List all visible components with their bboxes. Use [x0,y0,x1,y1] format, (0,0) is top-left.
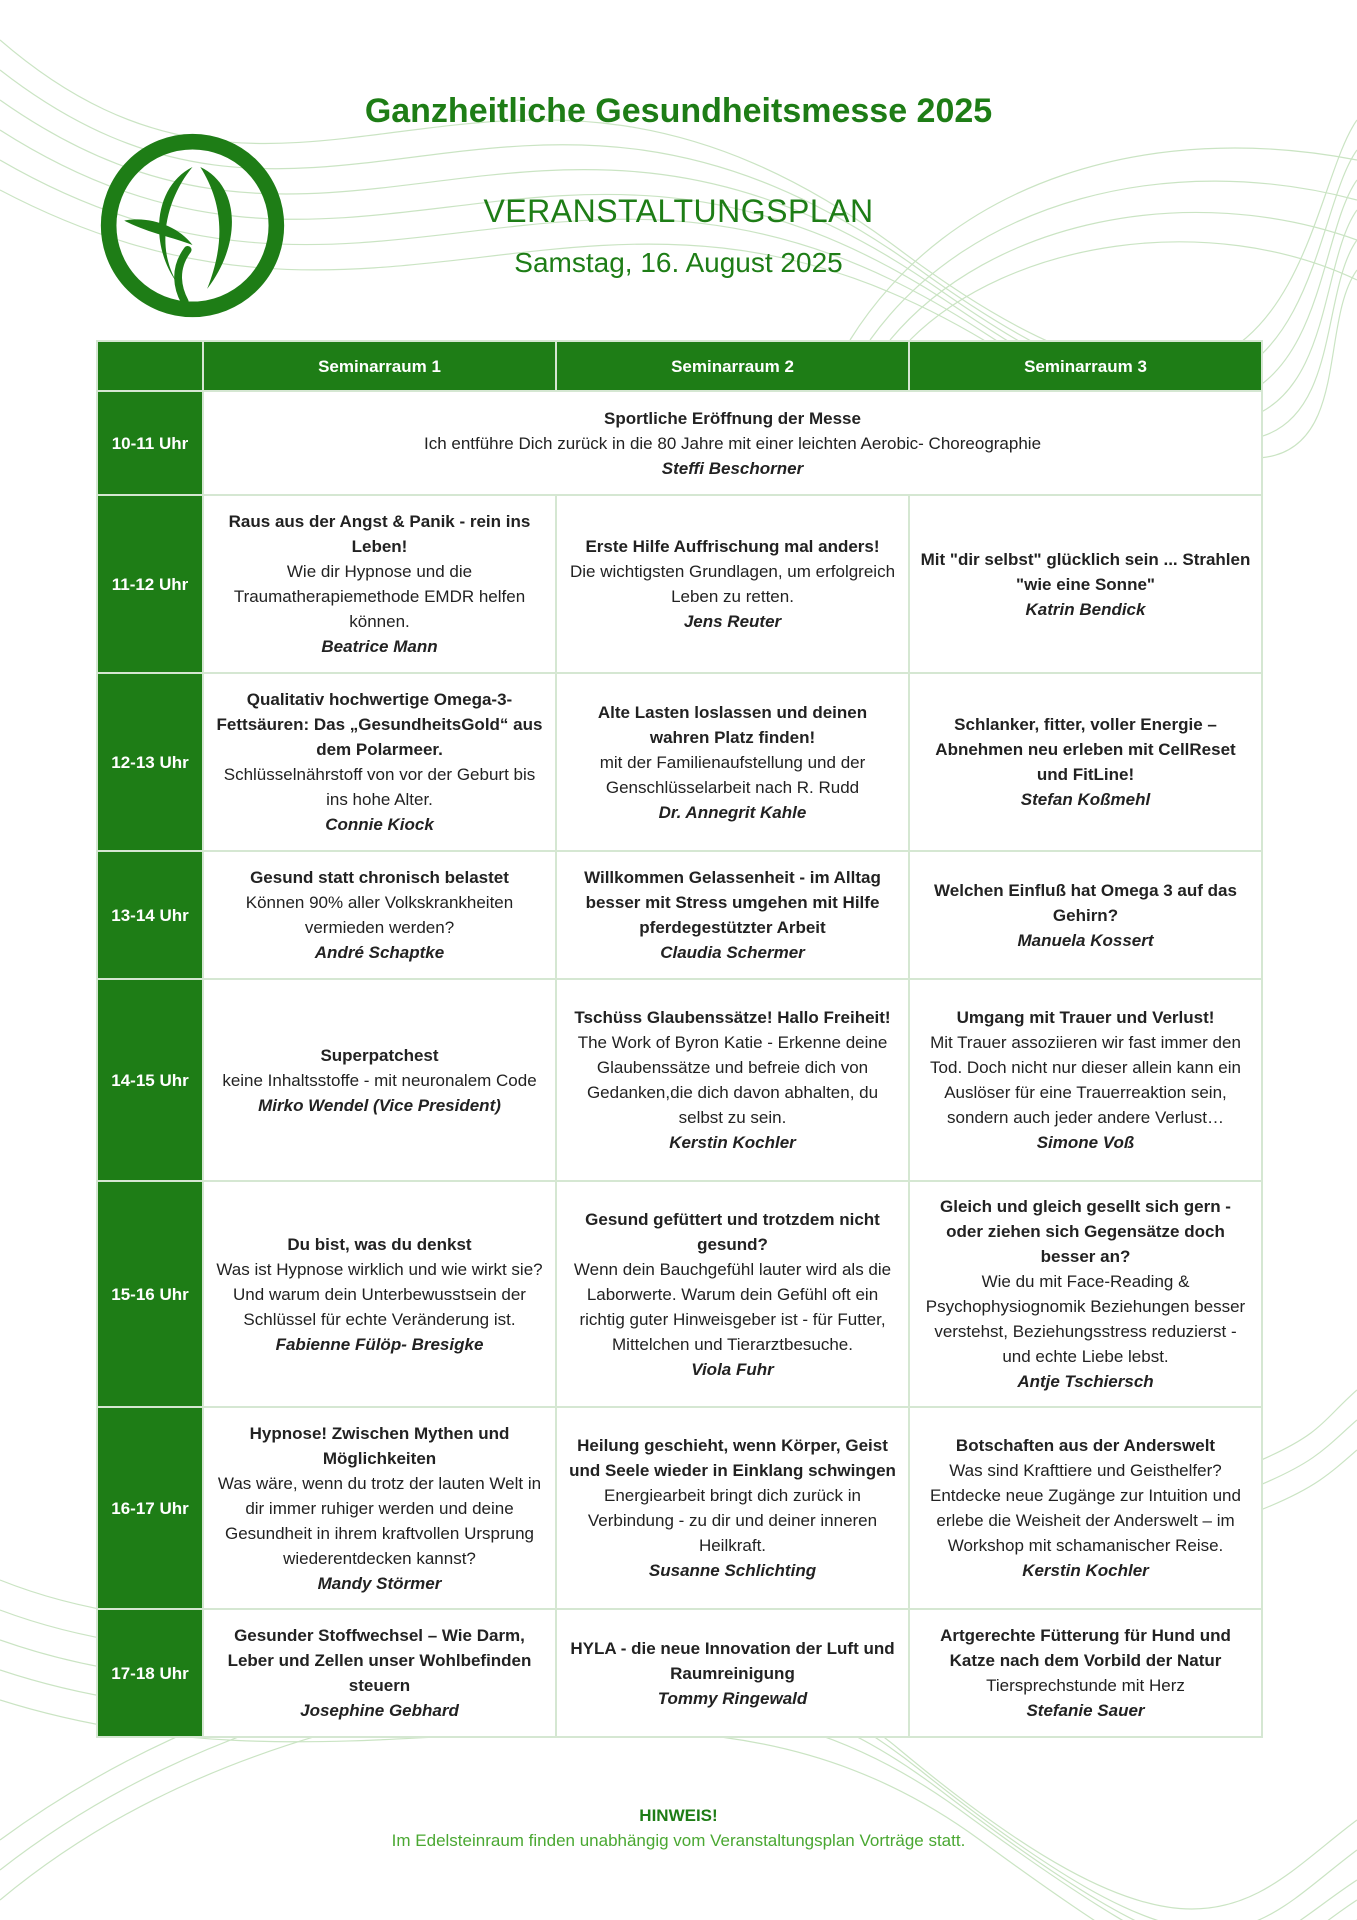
session-speaker: André Schaptke [314,943,445,962]
session-speaker: Stefanie Sauer [1026,1701,1145,1720]
session-title: Gleich und gleich gesellt sich gern - oder ziehen sich Gegensätze doch besser an? [940,1197,1231,1266]
session-title: Gesunder Stoffwechsel – Wie Darm, Leber und Zellen unser Wohlbefinden steuern [227,1626,532,1695]
session-speaker: Kerstin Kochler [1022,1561,1149,1580]
time-cell: 17-18 Uhr [97,1609,203,1737]
slot-row [97,1181,1262,1407]
session-cell-room-1 [203,1181,556,1407]
time-cell: 14-15 Uhr [97,979,203,1181]
session-desc: Wie dir Hypnose und die Traumatherapiemethode EMDR helfen können. [233,562,526,631]
session-title: Botschaften aus der Anderswelt [955,1436,1216,1455]
session-cell-room-3 [909,979,1262,1181]
slot-row [97,673,1262,851]
session-title: HYLA - die neue Innovation der Luft und Raumreinigung [570,1638,895,1683]
session-speaker: Dr. Annegrit Kahle [658,802,807,822]
session-speaker: Mandy Störmer [317,1573,442,1593]
session-cell-room-2 [556,1407,909,1609]
session-speaker: Stefan Koßmehl [1020,790,1151,809]
hint-text: Im Edelsteinraum finden unabhängig vom Veranstaltungsplan Vorträge statt. [391,1831,966,1850]
slot-row [97,1407,1262,1609]
session-title: Heilung geschieht, wenn Körper, Geist und Seele wieder in Einklang schwingen [569,1436,896,1480]
session-cell-room-3 [909,1407,1262,1609]
session-speaker: Viola Fuhr [691,1359,774,1379]
session-cell-room-1 [203,851,556,979]
session-desc: Tiersprechstunde mit Herz [986,1676,1185,1695]
schedule-table [96,340,1263,1738]
session-title: Welchen Einfluß hat Omega 3 auf das Gehirn? [934,880,1237,925]
room-header-3: Seminarraum 3 [909,341,1262,391]
session-speaker: Kerstin Kochler [669,1133,796,1152]
session-speaker: Katrin Bendick [1025,599,1146,619]
session-speaker: Josephine Gebhard [300,1701,459,1720]
event-date: Samstag, 16. August 2025 [514,247,843,278]
session-title: Hypnose! Zwischen Mythen und Möglichkeiten [249,1423,510,1468]
session-speaker: Steffi Beschorner [661,458,804,478]
time-cell: 12-13 Uhr [97,673,203,851]
time-cell: 10-11 Uhr [97,391,203,495]
time-cell: 11-12 Uhr [97,495,203,673]
session-cell-room-2 [556,1181,909,1407]
session-desc: Wie du mit Face-Reading & Psychophysiognomik Beziehungen besser verstehst, Beziehungsstress reduzierst - und echte Liebe lebst. [925,1272,1246,1366]
session-cell-room-2 [556,851,909,979]
session-cell-room-3 [909,495,1262,673]
session-title: Willkommen Gelassenheit - im Alltag besser mit Stress umgehen mit Hilfe pferdegestützter Arbeit [584,868,881,937]
session-cell-room-1 [203,1609,556,1737]
time-cell: 15-16 Uhr [97,1181,203,1407]
slot-row-opening [97,391,1262,495]
slot-row [97,979,1262,1181]
session-desc: Was sind Krafttiere und Geisthelfer? Entdecke neue Zugänge zur Intuition und erlebe die Weisheit der Anderswelt – im Workshop mit schamanischer Reise. [930,1461,1241,1555]
slot-row [97,851,1262,979]
session-desc: keine Inhaltsstoffe - mit neuronalem Code [222,1070,537,1090]
slot-row [97,1609,1262,1737]
session-speaker: Susanne Schlichting [648,1561,817,1580]
session-speaker: Tommy Ringewald [657,1688,808,1708]
time-cell: 16-17 Uhr [97,1407,203,1609]
session-desc: Was wäre, wenn du trotz der lauten Welt in dir immer ruhiger werden und deine Gesundheit in ihrem kraftvollen Ursprung wiederentdecken kannst? [217,1473,542,1568]
session-cell-room-1 [203,495,556,673]
session-cell-room-1 [203,1407,556,1609]
session-cell-room-3 [909,851,1262,979]
session-title: Sportliche Eröffnung der Messe [604,408,861,428]
room-header-2: Seminarraum 2 [556,341,909,391]
session-desc: Energiearbeit bringt dich zurück in Verbindung - zu dir und deiner inneren Heilkraft. [587,1486,878,1555]
page-subtitle: VERANSTALTUNGSPLAN [483,193,874,229]
session-title: Artgerechte Fütterung für Hund und Katze nach dem Vorbild der Natur [940,1626,1231,1670]
session-desc: Was ist Hypnose wirklich und wie wirkt sie? Und warum dein Unterbewusstsein der Schlüssel für echte Veränderung ist. [216,1259,543,1329]
session-desc: Ich entführe Dich zurück in die 80 Jahre mit einer leichten Aerobic- Choreographie [423,433,1042,453]
session-title: Du bist, was du denkst [287,1234,472,1254]
session-cell-room-2 [556,673,909,851]
session-title: Mit "dir selbst" glücklich sein ... Strahlen "wie eine Sonne" [920,549,1251,594]
session-desc: Schlüsselnährstoff von vor der Geburt bis ins hohe Alter. [223,765,536,809]
session-speaker: Connie Kiock [325,815,434,834]
session-desc: Wenn dein Bauchgefühl lauter wird als die Laborwerte. Warum dein Gefühl oft ein richtig guter Hinweisgeber ist - für Futter, Mittelchen und Tierarztbesuche. [573,1259,892,1354]
event-title: Ganzheitliche Gesundheitsmesse 2025 [364,92,993,130]
session-title: Gesund gefüttert und trotzdem nicht gesund? [585,1209,880,1254]
room-header-1: Seminarraum 1 [203,341,556,391]
session-speaker: Jens Reuter [683,612,782,631]
session-title: Schlanker, fitter, voller Energie – Abnehmen neu erleben mit CellReset und FitLine! [935,715,1236,784]
session-title: Erste Hilfe Auffrischung mal anders! [585,537,880,556]
hint-title: HINWEIS! [639,1806,718,1825]
session-cell-room-2 [556,1609,909,1737]
session-desc: Mit Trauer assoziieren wir fast immer den Tod. Doch nicht nur dieser allein kann ein Auslöser für eine Trauerreaktion sein, sondern auch jeder andere Verlust… [930,1033,1241,1127]
time-header-cell [97,341,203,391]
time-cell: 13-14 Uhr [97,851,203,979]
header-row [97,341,1262,391]
session-title: Raus aus der Angst & Panik - rein ins Leben! [228,512,531,556]
session-cell-room-1 [203,979,556,1181]
session-cell-room-1 [203,673,556,851]
session-title: Gesund statt chronisch belastet [250,868,509,887]
opening-session [203,391,1262,495]
session-cell-room-3 [909,1181,1262,1407]
session-speaker: Antje Tschiersch [1017,1372,1154,1391]
session-cell-room-3 [909,1609,1262,1737]
session-speaker: Mirko Wendel (Vice President) [258,1095,501,1115]
session-speaker: Claudia Schermer [660,943,805,962]
session-desc: The Work of Byron Katie - Erkenne deine Glaubenssätze und befreie dich von Gedanken,die dich davon abhalten, du selbst zu sein. [577,1033,888,1127]
session-cell-room-3 [909,673,1262,851]
session-desc: Die wichtigsten Grundlagen, um erfolgreich Leben zu retten. [569,562,896,606]
session-title: Superpatchest [320,1045,439,1065]
session-cell-room-2 [556,495,909,673]
session-desc: Können 90% aller Volkskrankheiten vermieden werden? [245,893,514,937]
session-title: Tschüss Glaubenssätze! Hallo Freiheit! [574,1008,891,1027]
session-title: Qualitativ hochwertige Omega-3-Fettsäuren: Das „GesundheitsGold“ aus dem Polarmeer. [216,690,543,759]
session-cell-room-2 [556,979,909,1181]
session-speaker: Fabienne Fülöp- Bresigke [275,1334,484,1354]
session-title: Alte Lasten loslassen und deinen wahren Platz finden! [597,702,868,747]
session-speaker: Beatrice Mann [321,637,438,656]
slot-row [97,495,1262,673]
session-desc: mit der Familienaufstellung und der Genschlüsselarbeit nach R. Rudd [599,752,866,797]
session-speaker: Simone Voß [1036,1133,1135,1152]
session-speaker: Manuela Kossert [1017,930,1154,950]
session-title: Umgang mit Trauer und Verlust! [956,1008,1215,1027]
